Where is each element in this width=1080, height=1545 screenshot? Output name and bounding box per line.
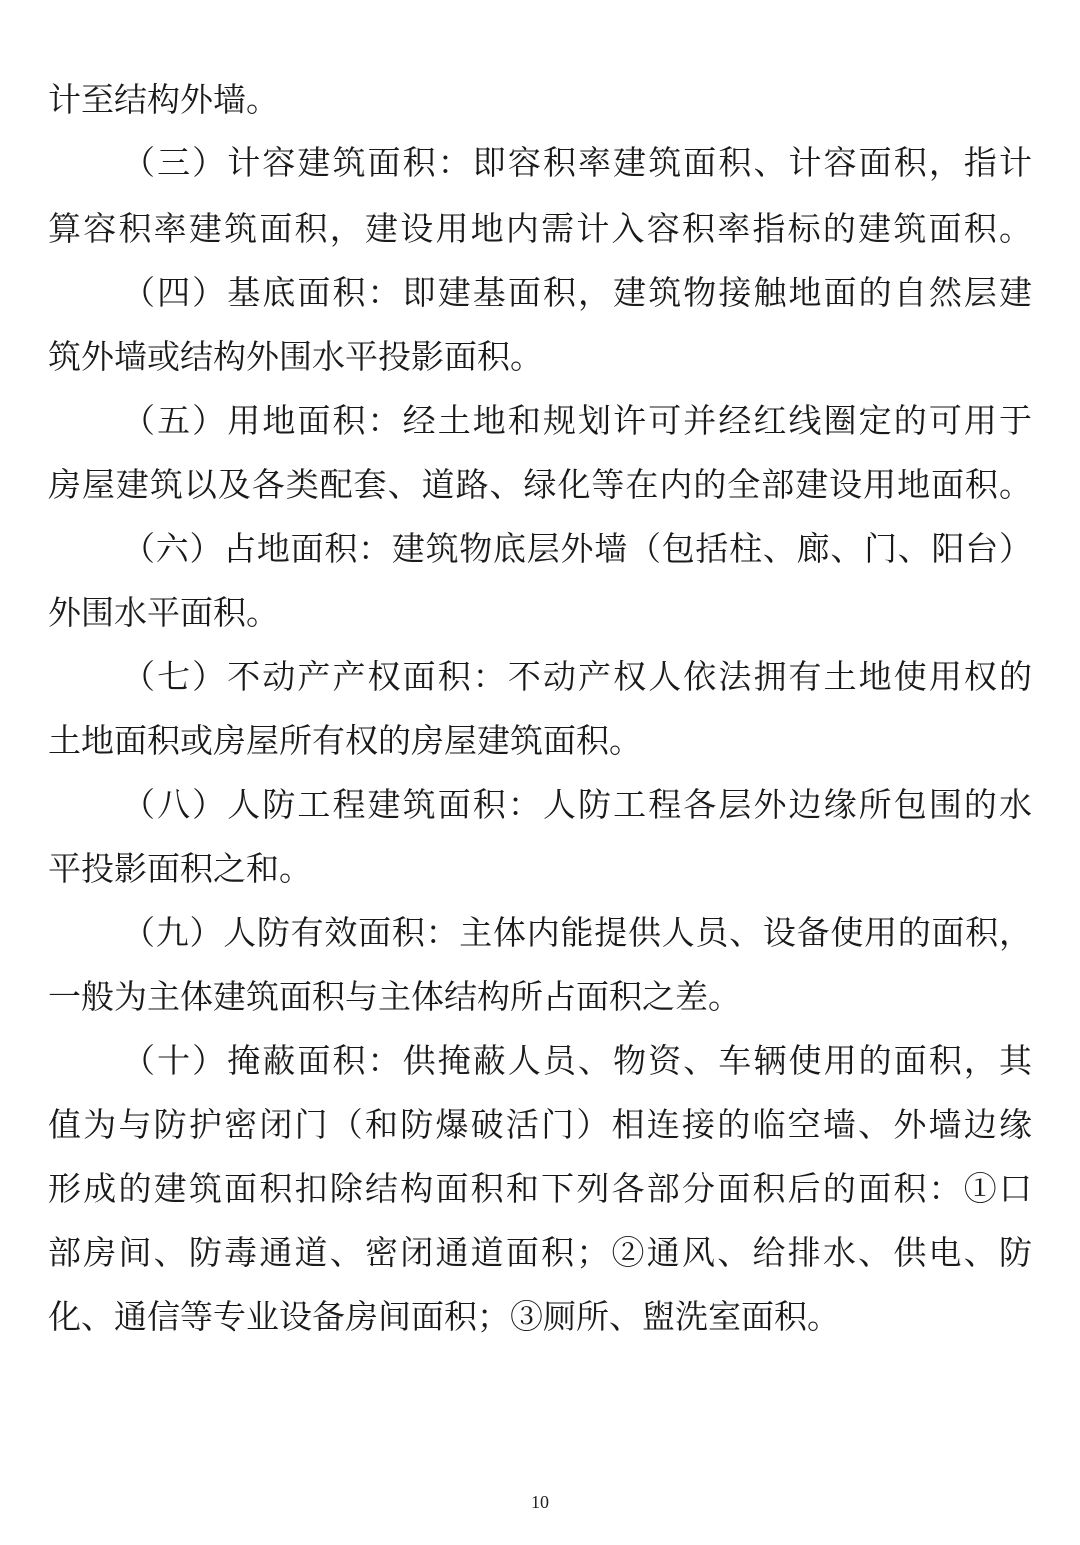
text-line: 算容积率建筑面积，建设用地内需计入容积率指标的建筑面积。 — [48, 209, 1032, 248]
text-line: 化、通信等专业设备房间面积；③厕所、盥洗室面积。 — [48, 1297, 840, 1336]
text-line: 计至结构外墙。 — [48, 80, 279, 119]
paragraph-4-line-1: （四）基底面积：即建基面积，建筑物接触地面的自然层建 — [122, 273, 1032, 312]
text-line: 平投影面积之和。 — [48, 849, 312, 888]
page-number: 10 — [531, 1492, 549, 1512]
text-line: 房屋建筑以及各类配套、道路、绿化等在内的全部建设用地面积。 — [48, 465, 1032, 504]
text-line: 形成的建筑面积扣除结构面积和下列各部分面积后的面积：①口 — [48, 1169, 1032, 1208]
paragraph-3-line-1: （三）计容建筑面积：即容积率建筑面积、计容面积，指计 — [122, 143, 1032, 182]
paragraph-8-line-1: （八）人防工程建筑面积：人防工程各层外边缘所包围的水 — [122, 785, 1032, 824]
text-line: 外围水平面积。 — [48, 593, 279, 632]
text-line: 筑外墙或结构外围水平投影面积。 — [48, 337, 543, 376]
text-line: 一般为主体建筑面积与主体结构所占面积之差。 — [48, 977, 741, 1016]
paragraph-9-line-1: （九）人防有效面积：主体内能提供人员、设备使用的面积， — [122, 913, 1032, 952]
paragraph-10-line-1: （十）掩蔽面积：供掩蔽人员、物资、车辆使用的面积，其 — [122, 1041, 1032, 1080]
paragraph-6-line-1: （六）占地面积：建筑物底层外墙（包括柱、廊、门、阳台） — [122, 529, 1032, 568]
paragraph-5-line-1: （五）用地面积：经土地和规划许可并经红线圈定的可用于 — [122, 401, 1032, 440]
paragraph-7-line-1: （七）不动产产权面积：不动产权人依法拥有土地使用权的 — [122, 657, 1032, 696]
text-line: 部房间、防毒通道、密闭通道面积；②通风、给排水、供电、防 — [48, 1233, 1032, 1272]
text-line: 值为与防护密闭门（和防爆破活门）相连接的临空墙、外墙边缘 — [48, 1105, 1032, 1144]
text-line: 土地面积或房屋所有权的房屋建筑面积。 — [48, 721, 642, 760]
